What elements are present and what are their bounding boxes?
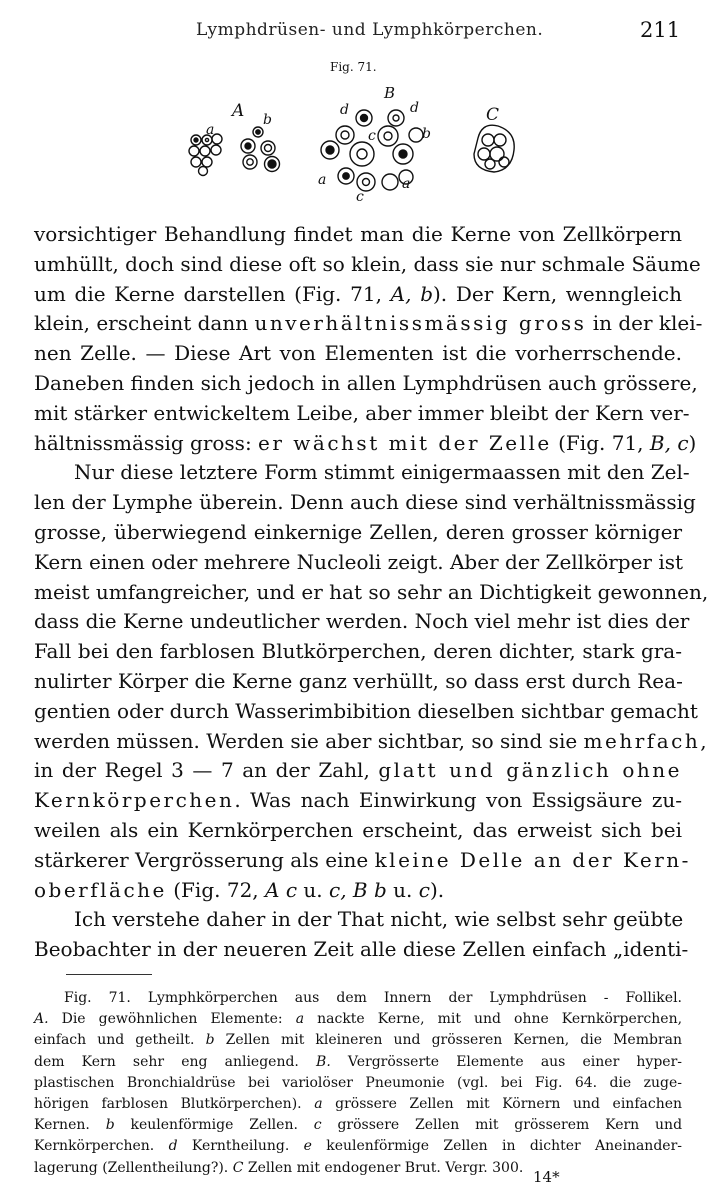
text-line: meist umfangreicher, und er hat so sehr an Dichtigkeit gewonnen,	[34, 579, 708, 604]
footnote-line: Fig. 71. Lymphkörperchen aus dem Innern der Lymphdrüsen - Follikel.	[64, 990, 682, 1006]
text-line: Beobachter in der neueren Zeit alle diese Zellen einfach „identi-	[34, 937, 689, 962]
text-line: stärkerer Vergrösserung als eine kleine Delle an der Kern-	[34, 847, 691, 872]
page-header	[0, 14, 708, 48]
text-line: oberfläche (Fig. 72, A c u. c, B b u. c).	[34, 877, 445, 902]
page-number: 211	[640, 18, 681, 42]
label-d1: d	[340, 102, 349, 118]
text-line: mit stärker entwickeltem Leibe, aber immer bleibt der Kern ver-	[34, 400, 690, 425]
label-A: A	[232, 101, 245, 121]
text-line: in der Regel 3 — 7 an der Zahl, glatt und gänzlich ohne	[34, 758, 682, 783]
signature-mark: 14*	[533, 1168, 560, 1186]
text-line: dass die Kerne undeutlicher werden. Noch viel mehr ist dies der	[34, 609, 690, 634]
text-line: umhüllt, doch sind diese oft so klein, dass sie nur schmale Säume	[34, 251, 701, 276]
text-line: nulirter Körper die Kerne ganz verhüllt, so dass erst durch Rea-	[34, 668, 683, 693]
footnote-line: Kernen. b keulenförmige Zellen. c grössere Zellen mit grösserem Kern und	[34, 1117, 683, 1134]
footnote-line: einfach und getheilt. b Zellen mit kleineren und grösseren Kernen, die Membran	[34, 1032, 682, 1049]
label-b-B: b	[422, 126, 431, 142]
text-line: Kernkörperchen. Was nach Einwirkung von Essigsäure zu-	[34, 788, 682, 813]
label-B: B	[384, 84, 396, 102]
body-text	[34, 220, 708, 965]
label-a2: a	[402, 176, 411, 192]
text-line: Nur diese letztere Form stimmt einigermaassen mit den Zel-	[74, 460, 690, 485]
figure-caption: Fig. 71.	[330, 60, 377, 74]
footnote-line: dem Kern sehr eng anliegend. B. Vergrösserte Elemente aus einer hyper-	[34, 1053, 682, 1070]
text-line: Daneben finden sich jedoch in allen Lymphdrüsen auch grössere,	[34, 370, 698, 395]
group-a-cells	[189, 127, 280, 176]
footnote	[34, 988, 682, 1179]
figure-71-illustration	[0, 58, 708, 208]
figure-71	[0, 58, 708, 208]
text-line: Ich verstehe daher in der That nicht, wie selbst sehr geübte	[74, 907, 684, 932]
label-c1: c	[368, 128, 376, 144]
text-line: grosse, überwiegend einkernige Zellen, deren grosser körniger	[34, 519, 682, 544]
label-d2: d	[410, 100, 419, 116]
group-c-cell	[474, 125, 514, 172]
label-b-A: b	[263, 112, 272, 128]
text-line: klein, erscheint dann unverhältnissmässig gross in der klei-	[34, 311, 703, 336]
label-c2: c	[356, 189, 364, 205]
text-line: Kern einen oder mehrere Nucleoli zeigt. Aber der Zellkörper ist	[34, 549, 684, 574]
text-line: len der Lymphe überein. Denn auch diese sind verhältnissmässig	[34, 490, 696, 515]
text-line: vorsichtiger Behandlung findet man die Kerne von Zellkörpern	[34, 222, 682, 246]
text-line: weilen als ein Kernkörperchen erscheint, das erweist sich bei	[34, 817, 682, 842]
running-head: Lymphdrüsen- und Lymphkörperchen.	[196, 20, 544, 40]
footnote-line: Kernkörperchen. d Kerntheilung. e keulenförmige Zellen in dichter Aneinander-	[34, 1138, 682, 1155]
text-line: gentien oder durch Wasserimbibition dieselben sichtbar gemacht	[34, 698, 698, 723]
label-a-B: a	[318, 172, 327, 188]
text-line: hältnissmässig gross: er wächst mit der Zelle (Fig. 71, B, c)	[34, 430, 697, 455]
text-line: nen Zelle. — Diese Art von Elementen ist die vorherrschende.	[34, 341, 682, 366]
footnote-line: hörigen farblosen Blutkörperchen). a grössere Zellen mit Körnern und einfachen	[34, 1095, 683, 1112]
label-C: C	[486, 105, 500, 125]
label-a-A: a	[206, 122, 215, 138]
footnote-line: A. Die gewöhnlichen Elemente: a nackte Kerne, mit und ohne Kernkörperchen,	[34, 1011, 683, 1028]
text-line: Fall bei den farblosen Blutkörperchen, deren dichter, stark gra-	[34, 639, 682, 664]
text-line: um die Kerne darstellen (Fig. 71, A, b). Der Kern, wenngleich	[34, 281, 682, 306]
footnote-line: plastischen Bronchialdrüse bei variolöser Pneumonie (vgl. bei Fig. 64. die zuge-	[34, 1074, 682, 1091]
footnote-divider	[66, 974, 152, 975]
text-line: werden müssen. Werden sie aber sichtbar, so sind sie mehrfach,	[34, 728, 707, 753]
footnote-line: lagerung (Zellentheilung?). C Zellen mit endogener Brut. Vergr. 300.	[34, 1159, 524, 1176]
